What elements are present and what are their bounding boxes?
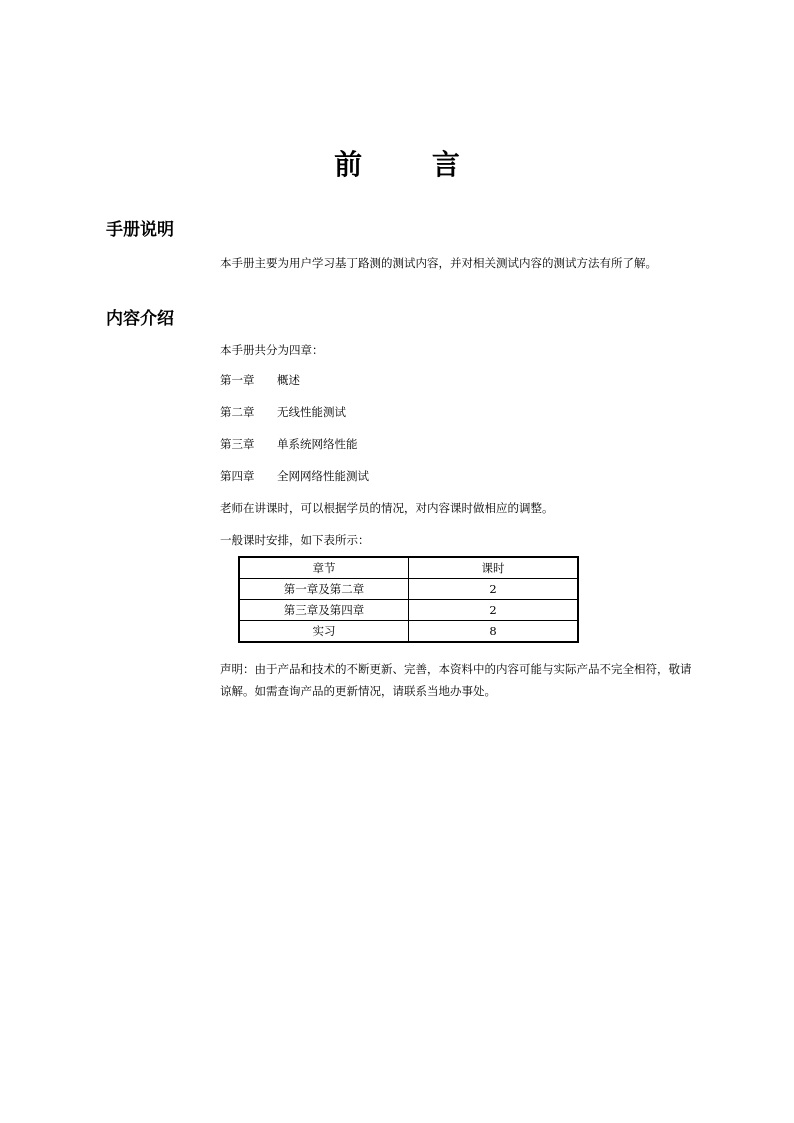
table-cell: 第三章及第四章 — [239, 600, 409, 621]
table-cell: 2 — [409, 579, 579, 600]
teacher-note-text: 老师在讲课时，可以根据学员的情况，对内容课时做相应的调整。 — [220, 501, 554, 515]
chapter-number: 第一章 — [220, 373, 255, 387]
chapter-item-3 — [220, 436, 358, 452]
table-row — [239, 621, 578, 643]
schedule-table — [238, 556, 579, 643]
chapter-name: 单系统网络性能 — [277, 437, 358, 451]
manual-section-text: 本手册主要为用户学习基丁路测的测试内容，并对相关测试内容的测试方法有所了解。 — [220, 256, 657, 270]
table-cell: 2 — [409, 600, 579, 621]
disclaimer-line-1: 声明：由于产品和技术的不断更新、完善，本资料中的内容可能与实际产品不完全相符，敬请 — [220, 662, 692, 676]
chapter-count-text: 本手册共分为四章： — [220, 343, 324, 357]
chapter-number: 第四章 — [220, 469, 255, 483]
disclaimer-notice — [220, 658, 720, 702]
table-cell: 8 — [409, 621, 579, 643]
manual-section-heading: 手册说明 — [106, 220, 174, 240]
page-title: 前 言 — [334, 148, 490, 181]
chapter-name: 无线性能测试 — [277, 405, 346, 419]
chapter-number: 第二章 — [220, 405, 255, 419]
content-section-heading: 内容介绍 — [106, 309, 174, 329]
table-header-cell: 章节 — [239, 557, 409, 579]
chapter-item-4 — [220, 468, 369, 484]
table-cell: 实习 — [239, 621, 409, 643]
chapter-number: 第三章 — [220, 437, 255, 451]
table-row — [239, 600, 578, 621]
schedule-intro-text: 一般课时安排，如下表所示： — [220, 533, 370, 547]
table-header-cell: 课时 — [409, 557, 579, 579]
chapter-item-2 — [220, 404, 346, 420]
table-row — [239, 579, 578, 600]
chapter-name: 全网网络性能测试 — [277, 469, 369, 483]
table-cell: 第一章及第二章 — [239, 579, 409, 600]
chapter-item-1 — [220, 372, 300, 388]
table-header-row — [239, 557, 578, 579]
disclaimer-line-2: 谅解。如需查询产品的更新情况，请联系当地办事处。 — [220, 684, 496, 698]
chapter-name: 概述 — [277, 373, 300, 387]
